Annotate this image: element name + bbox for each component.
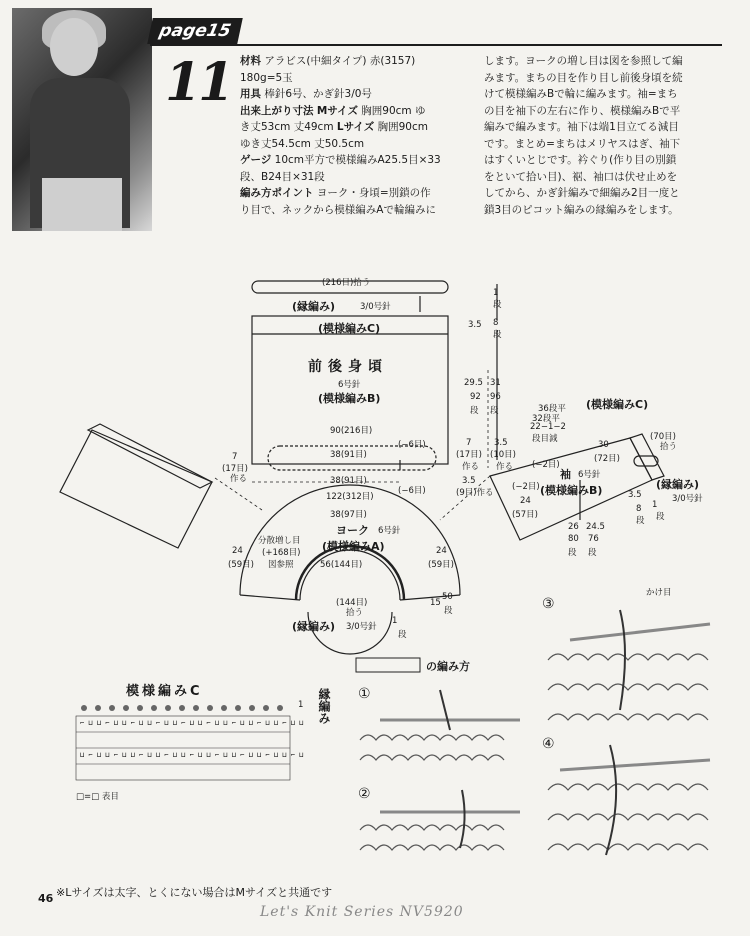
s-3.5: 3.5 (494, 438, 508, 448)
yoke-24-right: 24 (436, 546, 447, 556)
m-make-left: 作る (230, 474, 248, 484)
sl-57: (57目) (512, 510, 538, 520)
stitch-symbol-box (356, 658, 420, 672)
sl-dan4: 段 (656, 512, 665, 522)
chart-c-title: 模様編みC (126, 684, 203, 699)
series-watermark: Let's Knit Series NV5920 (260, 904, 464, 920)
m-17-left: (17目) (222, 464, 248, 474)
r-3.5: 3.5 (468, 320, 482, 330)
illustration-2 (360, 790, 520, 850)
body-pattern-c: (模様編みC) (318, 322, 381, 335)
r-dan4: 段 (490, 406, 499, 416)
yoke-increase-3: 図参照 (268, 560, 294, 570)
sl-80: 80 (568, 534, 579, 544)
s-make: 作る (496, 462, 514, 472)
sl-76: 76 (588, 534, 599, 544)
instructions-col2: します。ヨークの増し目は図を参照して編 みます。まちの目を作り目し前後身頃を続 けて模様編みBで輪に編みます。袖=まち の目を袖下の左右に作り、模様編みBで平 編みで編みます。袖下は端1目立てる減目 です。まとめ=まちはメリヤスはぎ、袖下 はすくいとじです。衿ぐり(作り目の別鎖 をといて拾い目)、裾、袖口は伏せ止めを してから、かぎ針編みで細編み2目一度と 鎖3目のピコット編みの縁編みをします。 (484, 55, 683, 216)
m-7-right: 7 (466, 438, 472, 448)
body-width: 90(216目) (330, 426, 373, 436)
picot-row (81, 705, 283, 711)
chart-c-row: ⊔ ⌐ ⊔ ⊔ ⌐ ⊔ ⊔ ⌐ ⊔ ⊔ ⌐ ⊔ ⊔ ⌐ ⊔ ⊔ ⌐ ⊔ ⊔ ⌐ ⊔ ⊔ ⌐ ⊔ ⊔ ⌐ ⊔ (80, 751, 304, 759)
sl-24: 24 (520, 496, 531, 506)
sl-1: 1 (652, 500, 658, 510)
kakeme-label: かけ目 (646, 588, 672, 598)
yoke-59-left: (59目) (228, 560, 254, 570)
body-38-bottom: 38(91目) (330, 476, 367, 486)
yoke-122: 122(312目) (326, 492, 374, 502)
r-1: 1 (493, 288, 499, 298)
m-7-left: 7 (232, 452, 238, 462)
neck-15: 15 (430, 598, 441, 608)
sl-dec3: (−2目) (512, 482, 540, 492)
yoke-56: 56(144目) (320, 560, 363, 570)
body-pickup-label: (216目)拾う (322, 278, 371, 288)
page-label: page15 (147, 18, 243, 44)
sl-pattern-b: (模様編みB) (540, 484, 603, 497)
sl-24.5: 24.5 (586, 522, 605, 532)
body-title: 前後身頃 (308, 359, 388, 375)
r-dan: 段 (493, 300, 502, 310)
sl-26: 26 (568, 522, 579, 532)
sl-dan: 段 (568, 548, 577, 558)
sl-dec: 段目減 (532, 434, 558, 444)
neck-edge-label: (縁編み) (292, 620, 336, 633)
r-dan3: 段 (470, 406, 479, 416)
s-10: (10目) (490, 450, 516, 460)
step-3: ③ (542, 596, 555, 612)
r-31: 31 (490, 378, 501, 388)
left-sleeve (60, 430, 212, 548)
neck-144: (144目) (336, 598, 368, 608)
illustration-3 (548, 610, 710, 720)
neck-50: 50 (442, 592, 453, 602)
yoke-increase-1: 分散増し目 (258, 536, 301, 546)
yoke-24-left: 24 (232, 546, 243, 556)
body-pattern-b: (模様編みB) (318, 392, 381, 405)
s-9: (9目)作る (456, 488, 494, 498)
sl-dan2: 段 (588, 548, 597, 558)
body-edge-label: (縁編み) (292, 300, 336, 313)
sl-72: (72目) (594, 454, 620, 464)
chart-c-row: ⌐ ⊔ ⊔ ⌐ ⊔ ⊔ ⌐ ⊔ ⊔ ⌐ ⊔ ⊔ ⌐ ⊔ ⊔ ⌐ ⊔ ⊔ ⌐ ⊔ ⊔ ⌐ ⊔ ⊔ ⌐ ⊔ ⊔ (80, 719, 304, 727)
sl-pickup: 拾う (660, 442, 678, 452)
body-hook-label: 3/0号針 (360, 302, 391, 312)
sl-edge: (縁編み) (656, 478, 700, 491)
yoke-increase-2: (+168目) (262, 548, 301, 558)
neck-dan2: 段 (444, 606, 453, 616)
chart-c-edge: 縁編み (317, 688, 331, 724)
r-29.5: 29.5 (464, 378, 483, 388)
sl-8: 8 (636, 504, 642, 514)
sl-30: 30 (598, 440, 609, 450)
sl-title: 袖 (560, 468, 571, 481)
chart-c-row1: 1 (298, 700, 304, 710)
neck-pickup-label: 拾う (346, 608, 364, 618)
step-2: ② (358, 786, 371, 802)
step-1: ① (358, 686, 371, 702)
chart-c-legend: □=□ 表目 (76, 792, 119, 802)
size-note: ※Lサイズは太字、とくにない場合はMサイズと共通です (56, 886, 333, 899)
sl-dan3: 段 (636, 516, 645, 526)
body-38-top: 38(91目) (330, 450, 367, 460)
neck-1: 1 (392, 616, 398, 626)
instructions-col1: 材料 アラビス(中細タイプ) 赤(3157) 180g=5玉 用具 棒針6号、かぎ針3/0号 出来上がり寸法 Mサイズ 胸囲90cm ゆ き丈53cm 丈49cm Lサイズ 胸囲90cm ゆき丈54.5cm 丈50.5cm ゲージ 10cm平方で模様編みA25.5目×33 段、B24目×31段 編み方ポイント ヨーク・身頃=別鎖の作 り目で、ネックから模様編みAで輪編みに (240, 55, 441, 216)
sl-22: 22−1−2 (530, 422, 566, 432)
sl-hook: 3/0号針 (672, 494, 703, 504)
page-number: 46 (38, 892, 54, 905)
illustration-4 (548, 745, 710, 855)
r-96: 96 (490, 392, 501, 402)
m-17-right: (17目) (456, 450, 482, 460)
sl-pattern-c: (模様編みC) (586, 398, 649, 411)
sl-needle: 6号針 (578, 470, 601, 480)
yoke-38: 38(97目) (330, 510, 367, 520)
s-3.5b: 3.5 (462, 476, 476, 486)
yoke-pattern-a: (模様編みA) (322, 540, 385, 553)
step-4: ④ (542, 736, 555, 752)
r-92: 92 (470, 392, 481, 402)
sl-36: 36段平 (538, 404, 566, 414)
neck-hook: 3/0号針 (346, 622, 377, 632)
sl-32: 32段平 (532, 414, 560, 424)
sl-70: (70目) (650, 432, 676, 442)
m-make-right: 作る (462, 462, 480, 472)
yoke-needle: 6号針 (378, 526, 401, 536)
illustration-1 (360, 690, 520, 760)
body-needle: 6号針 (338, 380, 361, 390)
r-8: 8 (493, 318, 499, 328)
pattern-number: 11 (165, 52, 232, 113)
r-dan2: 段 (493, 330, 502, 340)
yoke-title: ヨーク (336, 524, 369, 537)
dec-6-bottom: (−6目) (398, 486, 426, 496)
dec-6-top: (−6目) (398, 440, 426, 450)
neck-dan: 段 (398, 630, 407, 640)
sl-3.5: 3.5 (628, 490, 642, 500)
howto-label: の編み方 (426, 660, 470, 673)
sl-dec2: (−2目) (532, 460, 560, 470)
yoke-59-right: (59目) (428, 560, 454, 570)
